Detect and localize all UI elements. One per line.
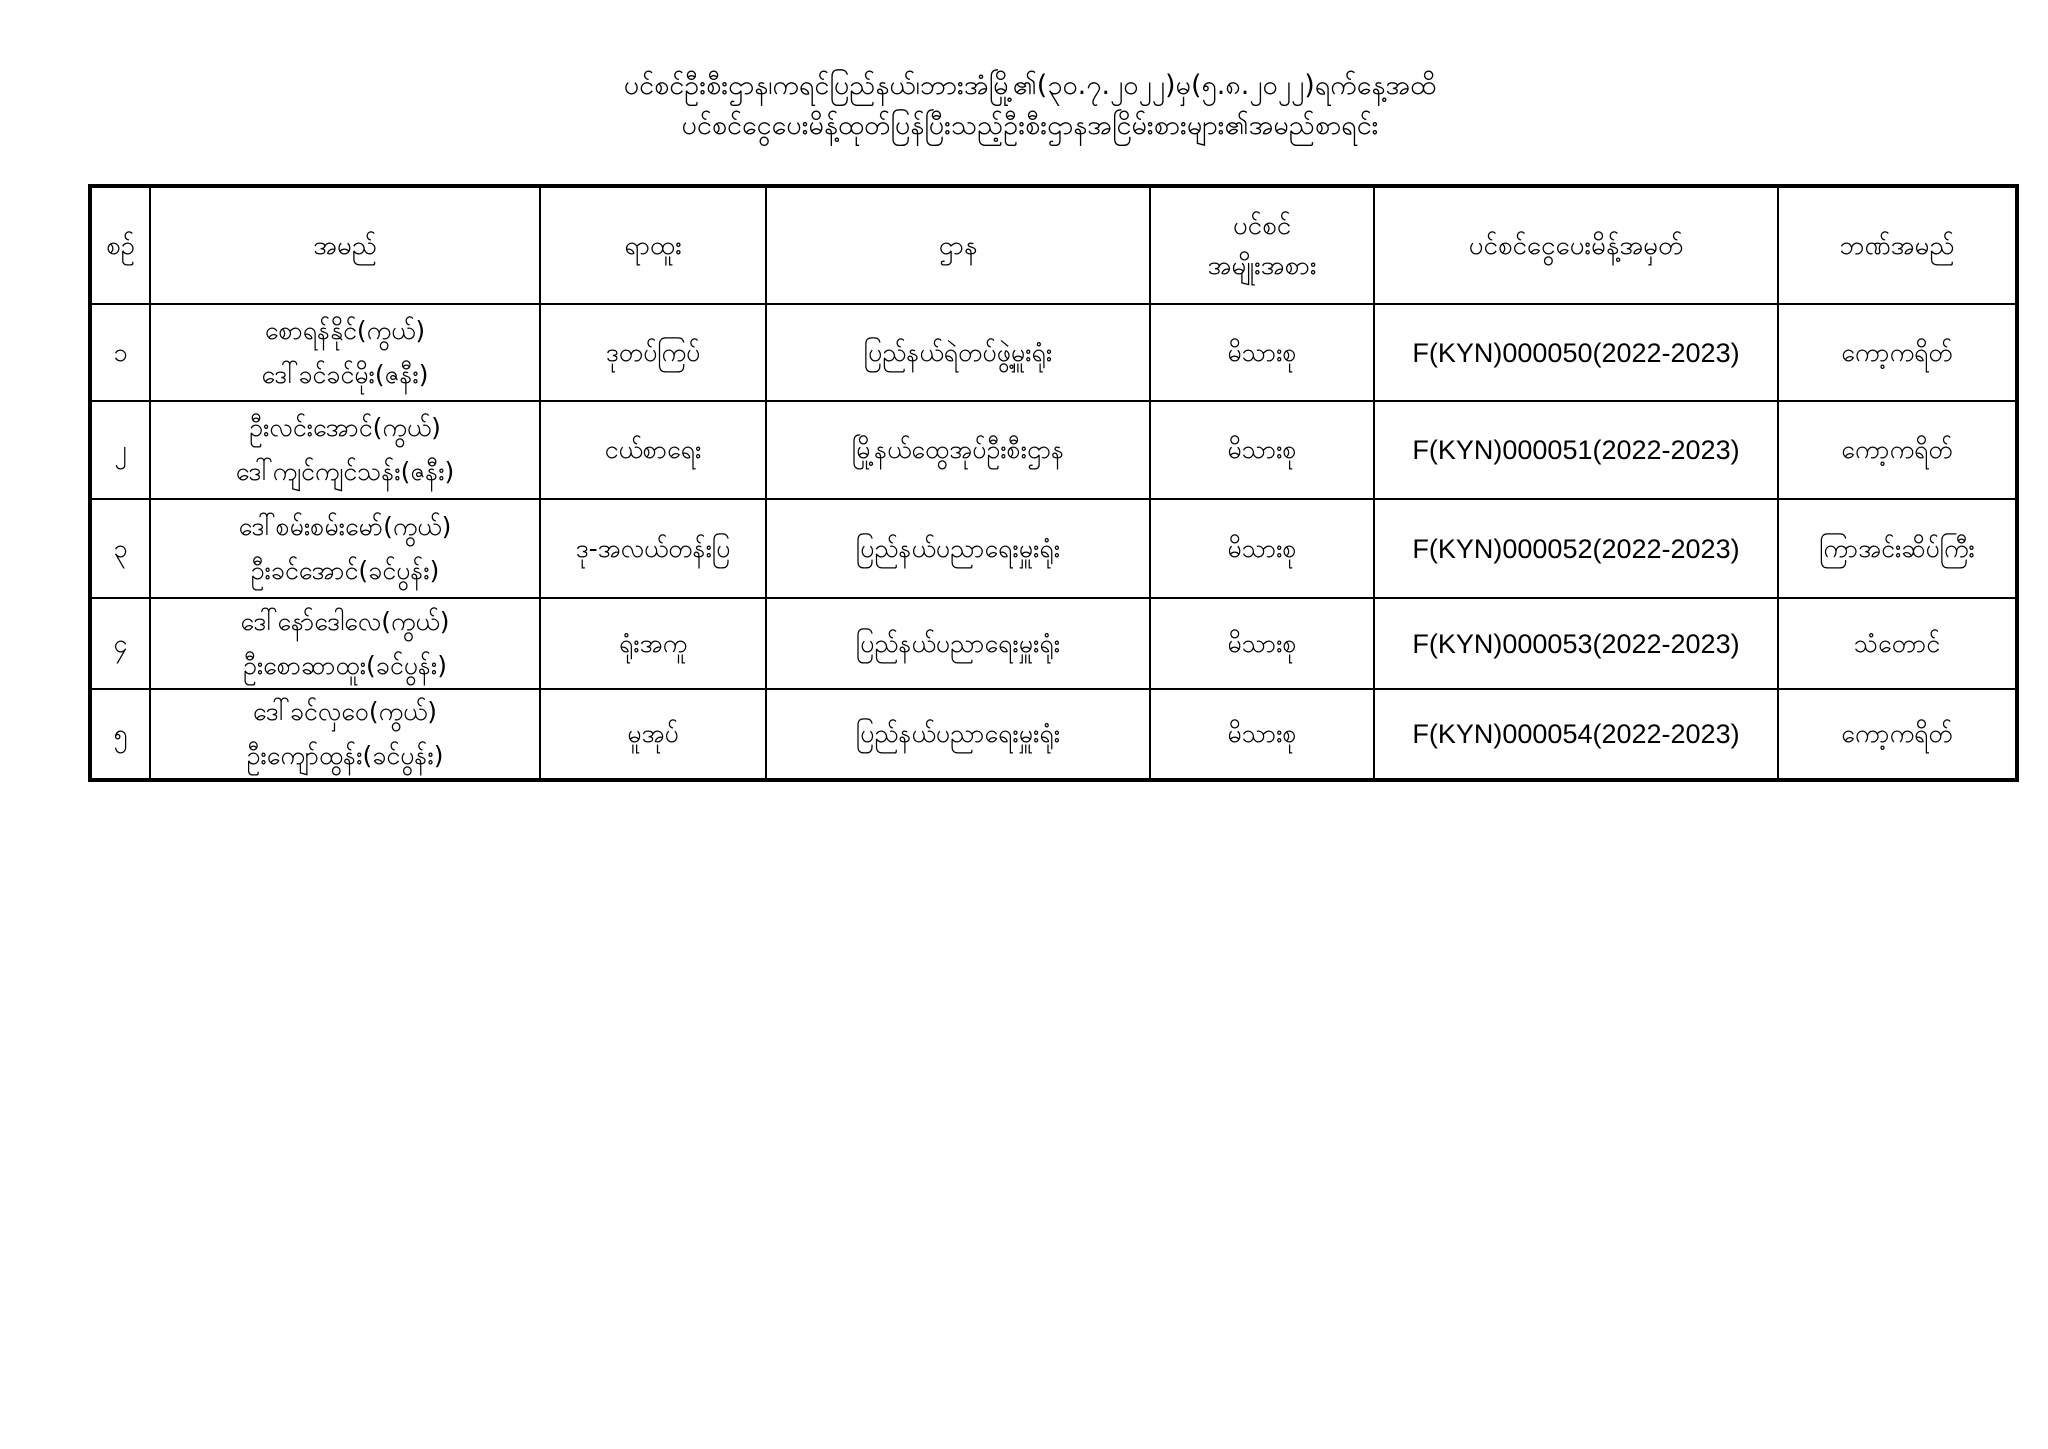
cell-pension-order-no: F(KYN)000050(2022-2023) xyxy=(1374,304,1778,401)
recipient-name: ဦးကျော်ထွန်း(ခင်ပွန်း) xyxy=(246,741,444,770)
header-pension-order-no: ပင်စင်ငွေပေးမိန့်အမှတ် xyxy=(1374,186,1778,304)
deceased-name: စောရန်နိုင်(ကွယ်) xyxy=(264,315,426,345)
table-row xyxy=(90,499,2017,598)
header-no: စဉ် xyxy=(90,186,150,304)
title-line-2: ပင်စင်ငွေပေးမိန့်ထုတ်ပြန်ပြီးသည့်ဦးစီးဌာနအငြိမ်းစားများ၏အမည်စာရင်း xyxy=(681,110,1379,141)
cell-name xyxy=(150,401,540,499)
cell-name xyxy=(150,598,540,689)
cell-bank-name: ကော့ကရိတ် xyxy=(1778,689,2017,780)
cell-bank-name: ကော့ကရိတ် xyxy=(1778,401,2017,499)
cell-name xyxy=(150,499,540,598)
table-header-row xyxy=(90,186,2017,304)
cell-no: ၃ xyxy=(90,499,150,598)
header-pension-type xyxy=(1150,186,1374,304)
cell-no: ၂ xyxy=(90,401,150,499)
pensioner-table xyxy=(88,184,2019,782)
header-pension-type-line-1: ပင်စင် xyxy=(1232,210,1292,241)
header-name: အမည် xyxy=(150,186,540,304)
cell-no: ၁ xyxy=(90,304,150,401)
cell-department: ပြည်နယ်ပညာရေးမှူးရုံး xyxy=(766,598,1150,689)
cell-pension-type: မိသားစု xyxy=(1150,499,1374,598)
header-rank: ရာထူး xyxy=(540,186,766,304)
cell-rank: ဒု-အလယ်တန်းပြ xyxy=(540,499,766,598)
table-row xyxy=(90,401,2017,499)
cell-pension-type: မိသားစု xyxy=(1150,304,1374,401)
cell-rank: ရုံးအကူ xyxy=(540,598,766,689)
recipient-name: ဦးစောဆာထူး(ခင်ပွန်း) xyxy=(242,650,448,680)
cell-pension-order-no: F(KYN)000054(2022-2023) xyxy=(1374,689,1778,780)
cell-pension-type: မိသားစု xyxy=(1150,689,1374,780)
cell-no: ၅ xyxy=(90,689,150,780)
cell-pension-order-no: F(KYN)000052(2022-2023) xyxy=(1374,499,1778,598)
table-row xyxy=(90,304,2017,401)
cell-rank: ဒုတပ်ကြပ် xyxy=(540,304,766,401)
recipient-name: ဦးခင်အောင်(ခင်ပွန်း) xyxy=(250,555,440,585)
cell-rank: မူအုပ် xyxy=(540,689,766,780)
cell-department: မြို့နယ်ထွေအုပ်ဦးစီးဌာန xyxy=(766,401,1150,499)
cell-bank-name: ကော့ကရိတ် xyxy=(1778,304,2017,401)
header-pension-type-line-2: အမျိုးအစား xyxy=(1207,250,1317,281)
recipient-name: ဒေါ်ကျင်ကျင်သန်း(ဇနီး) xyxy=(235,457,455,486)
cell-name xyxy=(150,304,540,401)
deceased-name: ဒေါ်စမ်းစမ်းမော်(ကွယ်) xyxy=(238,511,452,541)
deceased-name: ဒေါ်နော်ဒေါလေ(ကွယ်) xyxy=(240,606,450,636)
cell-department: ပြည်နယ်ပညာရေးမှူးရုံး xyxy=(766,689,1150,780)
cell-name xyxy=(150,689,540,780)
cell-pension-order-no: F(KYN)000053(2022-2023) xyxy=(1374,598,1778,689)
table-row xyxy=(90,598,2017,689)
document-title xyxy=(0,66,2048,146)
title-line-1: ပင်စင်ဦးစီးဌာန၊ကရင်ပြည်နယ်၊ဘားအံမြို့၏(၃၀.၇.၂၀၂၂)မှ(၅.၈.၂၀၂၂)ရက်နေ့အထိ xyxy=(623,70,1437,101)
cell-department: ပြည်နယ်ပညာရေးမှူးရုံး xyxy=(766,499,1150,598)
deceased-name: ဒေါ်ခင်လှဝေ(ကွယ်) xyxy=(252,697,438,726)
cell-rank: ငယ်စာရေး xyxy=(540,401,766,499)
cell-bank-name: ကြာအင်းဆိပ်ကြီး xyxy=(1778,499,2017,598)
header-department: ဌာန xyxy=(766,186,1150,304)
deceased-name: ဦးလင်းအောင်(ကွယ်) xyxy=(249,413,441,442)
recipient-name: ဒေါ်ခင်ခင်မိုး(ဇနီး) xyxy=(261,359,429,389)
cell-pension-order-no: F(KYN)000051(2022-2023) xyxy=(1374,401,1778,499)
cell-no: ၄ xyxy=(90,598,150,689)
cell-bank-name: သံတောင် xyxy=(1778,598,2017,689)
cell-pension-type: မိသားစု xyxy=(1150,598,1374,689)
cell-pension-type: မိသားစု xyxy=(1150,401,1374,499)
cell-department: ပြည်နယ်ရဲတပ်ဖွဲ့မှူးရုံး xyxy=(766,304,1150,401)
header-bank-name: ဘဏ်အမည် xyxy=(1778,186,2017,304)
table-row xyxy=(90,689,2017,780)
